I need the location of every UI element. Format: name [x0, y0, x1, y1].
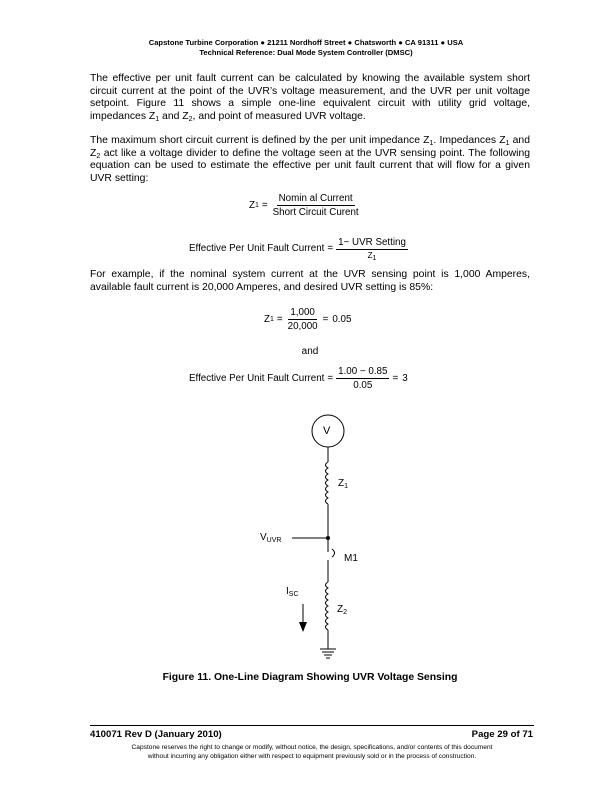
- header-company-line: Capstone Turbine Corporation ● 21211 Nordhoff Street ● Chatsworth ● CA 91311 ● USA: [148, 38, 464, 47]
- and-connector: and: [301, 346, 319, 357]
- m1-sensor: [332, 549, 335, 557]
- equation-impedance: Z 1 = $\frac{\text{Nomin al Current}}{\text{Short Circuit Curent}}$: [249, 193, 359, 218]
- z2-inductor: [326, 582, 329, 630]
- isc-arrowhead: [299, 622, 307, 632]
- paragraph-example: For example, if the nominal system current at the UVR sensing point is 1,000 Amperes, available fault current is 20,000 Amperes, and desired UVR setting is 85%:: [90, 269, 530, 293]
- header-document-title: Technical Reference: Dual Mode System Controller (DMSC): [199, 48, 413, 57]
- source-label: V: [323, 425, 331, 437]
- footer-disclaimer-line2: without incurring any obligation either with respect to equipment previously sold or in the process of construction.: [147, 753, 477, 760]
- fraction: $\frac{\text{1− UVR Setting}}{Z_1}$: [338, 237, 406, 262]
- footer-page-number: Page 29 of 71: [471, 729, 533, 740]
- fraction: $\frac{\text{Nomin al Current}}{\text{Short Circuit Curent}}$: [272, 193, 359, 218]
- z1-label: $Z_1$: [338, 478, 349, 490]
- figure-caption: Figure 11. One-Line Diagram Showing UVR Voltage Sensing: [162, 672, 458, 683]
- vuvr-junction-dot: [326, 536, 330, 540]
- footer-disclaimer-line1: Capstone reserves the right to change or modify, without notice, the design, specifications, and/or contents of this document: [131, 744, 493, 751]
- footer-divider: [90, 725, 534, 726]
- isc-label: $I_{SC}$: [286, 586, 299, 598]
- paragraph-intro: The effective per unit fault current can be calculated by knowing the available system short circuit current at the point of the UVR’s voltage measurement, and the UVR per unit voltage setpoint. Figure 11 shows a simple one-line equivalent circuit with utility grid voltage, impedances $Z_1$ and $Z_2$, and point of measured UVR voltage.: [90, 73, 530, 123]
- fraction: $\frac{1.00 - 0.85}{0.05}$: [338, 366, 388, 391]
- z1-inductor: [326, 462, 329, 504]
- footer-document-id: 410071 Rev D (January 2010): [90, 729, 222, 740]
- paragraph-short-circuit: The maximum short circuit current is defined by the per unit impedance $Z_1$. Impedances $Z_1$ and $Z_2$ act like a voltage divider to define the voltage seen at the UVR sensing point. The following equation can be used to estimate the effective per unit fault current that will flow for a given UVR setting:: [90, 135, 530, 184]
- fraction: $\frac{1,000}{20,000}$: [287, 307, 318, 332]
- equation-example-impedance: Z 1 = $\frac{1,000}{20,000}$ = 0.05: [264, 307, 352, 332]
- z2-label: $Z_2$: [337, 604, 348, 616]
- equation-example-fault-current: Effective Per Unit Fault Current = $\frac{1.00 - 0.85}{0.05}$ = 3: [189, 366, 408, 391]
- vuvr-label: $V_{UVR}$: [260, 532, 282, 544]
- equation-fault-current: Effective Per Unit Fault Current = $\frac{\text{1− UVR Setting}}{Z_1}$: [189, 237, 406, 262]
- m1-label: M1: [344, 553, 358, 564]
